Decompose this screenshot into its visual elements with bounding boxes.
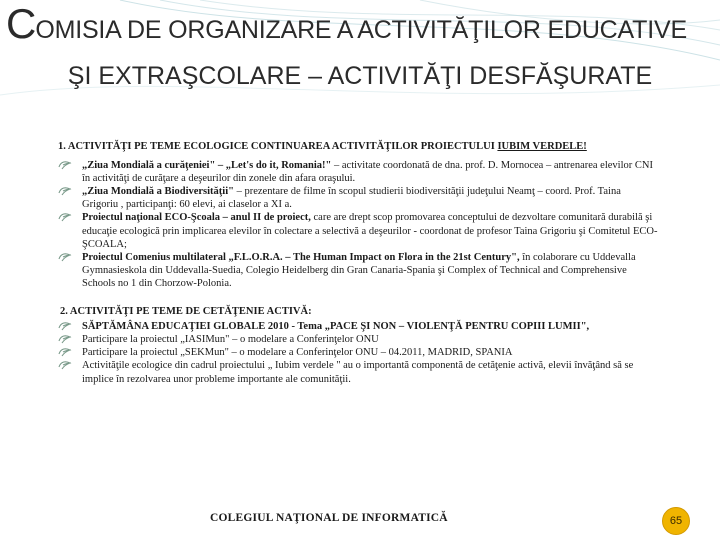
list-item: [58, 320, 658, 333]
list-item-text: care are drept scop promovarea conceptului de dezvoltare comunitară durabilă şi educaţie ecologică prin implicarea elevilor în colectare a selectivă a deşeurilor - coordonat de profesor Taina Grigoriu şi Comitetul ECO-ŞCOALA;: [82, 212, 658, 250]
section2-list: [58, 320, 658, 385]
leaf-scroll-bullet-icon: [58, 334, 72, 344]
page-title-line2: ŞI EXTRAŞCOLARE – ACTIVITĂŢI DESFĂŞURATE: [67, 62, 653, 90]
leaf-scroll-bullet-icon: [58, 252, 72, 262]
list-item-title: SĂPTĂMÂNA EDUCAŢIEI GLOBALE 2010 - Tema „PACE ŞI NON – VIOLENŢĂ PENTRU COPIII LUMII",: [82, 321, 590, 333]
list-item-title: Proiectul Comenius multilateral „F.L.O.R.A. – The Human Impact on Flora in the 21st Century",: [82, 251, 520, 263]
list-item-text: Participare la proiectul „IASIMun" – o modelare a Conferinţelor ONU: [82, 334, 379, 346]
main-content: [58, 140, 658, 386]
page-title-line1: [6, 0, 718, 48]
list-item-title: Proiectul naţional ECO-Şcoala – anul II de proiect,: [82, 212, 311, 224]
list-item: [58, 346, 658, 359]
title-initial-letter: C: [6, 0, 36, 47]
list-item-text: Activităţile ecologice din cadrul proiectului „ Iubim verdele " au o importantă componentă de cetăţenie activă, elevii învăţând să se implice în rezolvarea unor probleme importante ale comunităţii.: [82, 360, 634, 385]
list-item: [58, 359, 658, 385]
list-item: [58, 251, 658, 290]
leaf-scroll-bullet-icon: [58, 212, 72, 222]
title-line1-text: OMISIA DE ORGANIZARE A ACTIVITĂŢILOR EDUCATIVE: [35, 16, 687, 44]
list-item-text: – activitate coordonată de dna. prof. D. Mornocea – antrenarea elevilor CNI în activităţi de curăţare a deşeurilor din zonele din afara oraşului.: [82, 160, 653, 185]
section1-heading: [58, 140, 658, 153]
leaf-scroll-bullet-icon: [58, 360, 72, 370]
leaf-scroll-bullet-icon: [58, 186, 72, 196]
list-item-title: „Ziua Mondială a curăţeniei" – „Let's do it, Romania!": [82, 160, 332, 172]
list-item-text: în colaborare cu Uddevalla Gymnasieskola din Uddevalla-Suedia, Colegio Heidelberg din Gran Canaria-Spania şi Complex of Technical and Comprehensive Schools no 1 din Chorzow-Polonia.: [82, 251, 636, 289]
section1-heading-project: IUBIM VERDELE!: [497, 141, 587, 152]
footer-school-name: COLEGIUL NAŢIONAL DE INFORMATICĂ: [210, 512, 448, 524]
section1-heading-text: 1. ACTIVITĂŢI PE TEME ECOLOGICE CONTINUAREA ACTIVITĂŢILOR PROIECTULUI: [58, 141, 498, 152]
list-item: [58, 211, 658, 250]
list-item: [58, 159, 658, 185]
leaf-scroll-bullet-icon: [58, 321, 72, 331]
list-item-title: „Ziua Mondială a Biodiversităţii": [82, 186, 234, 198]
list-item-text: Participare la proiectul „SEKMun" – o modelare a Conferinţelor ONU – 04.2011, MADRID, SPANIA: [82, 347, 513, 359]
list-item-text: – prezentare de filme în scopul studierii biodiversităţii judeţului Neamţ – coord. Prof. Taina Grigoriu , participanţi: 60 elevi, ai claselor a XI a.: [82, 186, 621, 211]
leaf-scroll-bullet-icon: [58, 347, 72, 357]
page-number-badge: 65: [662, 507, 690, 535]
leaf-scroll-bullet-icon: [58, 160, 72, 170]
section2-heading: 2. ACTIVITĂŢI PE TEME DE CETĂŢENIE ACTIVĂ:: [60, 306, 312, 318]
list-item: [58, 185, 658, 211]
section1-list: [58, 159, 658, 290]
list-item: [58, 333, 658, 346]
